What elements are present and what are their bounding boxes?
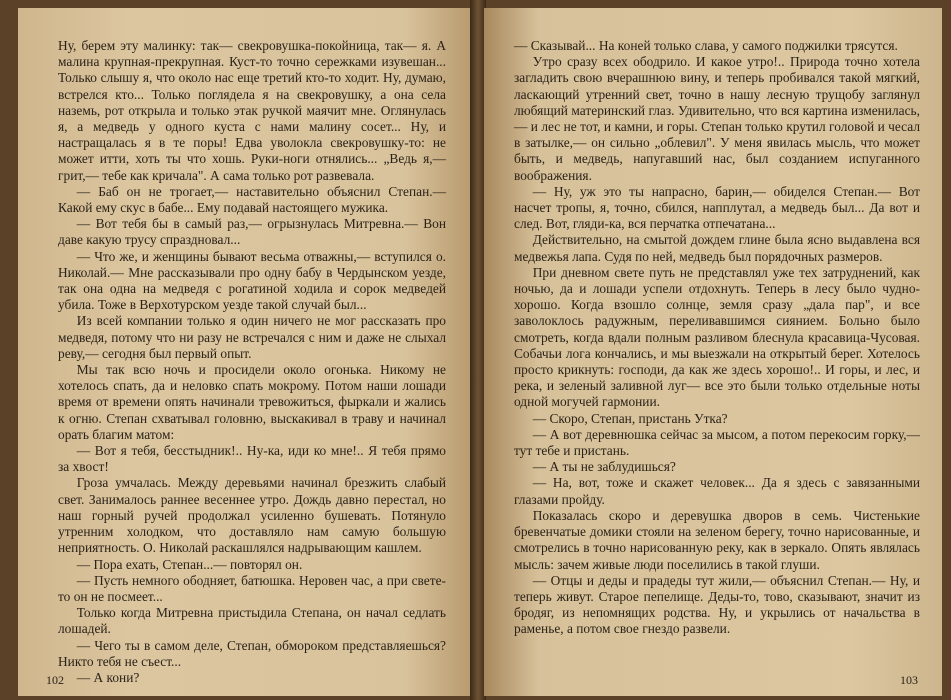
paragraph: — А ты не заблудишься? xyxy=(532,459,676,475)
paragraph: — Отцы и деды и прадеды тут жили,— объяснил Степан.— Ну, и теперь живут. Старое пепелище. Деды-то, тово, сказывают, значит из бродяг, из непомнящих родства. Ну, и укрылись от начальства в раменье, а потом свое гнездо развели. xyxy=(514,572,920,637)
left-page-text xyxy=(58,38,446,686)
page-number: 103 xyxy=(900,673,918,687)
paragraph: — Баб он не трогает,— наставительно объяснил Степан.— Какой ему скус в бабе... Ему подавай настоящего мужика. xyxy=(58,183,446,216)
paragraph: — А кони? xyxy=(76,669,140,685)
paragraph: — Чего ты в самом деле, Степан, обмороком представляешься? Никто тебя не съест... xyxy=(58,637,446,669)
paragraph: — Скоро, Степан, пристань Утка? xyxy=(532,410,728,426)
paragraph: Из всей компании только я один ничего не мог рассказать про медведя, потому что ни разу не встречался с ним и даже не слыхал реву,— сегодня был первый опыт. xyxy=(58,313,446,361)
paragraph: Только когда Митревна пристыдила Степана, он начал седлать лошадей. xyxy=(58,605,446,637)
right-page xyxy=(484,8,942,696)
paragraph: Действительно, на смытой дождем глине была ясно выдавлена вся медвежья лапа. Судя по ней, медведь был порядочных размеров. xyxy=(514,232,920,264)
paragraph: — Ну, уж это ты напрасно, барин,— обиделся Степан.— Вот насчет тропы, я, точно, сбился, напплутал, а медведь был... Да вот и след. Вот, гляди-ка, вся перчатка отпечатана... xyxy=(514,183,920,232)
paragraph: Утро сразу всех ободрило. И какое утро!.. Природа точно хотела загладить свою вчерашнюю вину, и теперь пробивался такой мягкий, ласкающий утренний свет, точно в нашу лесную трущобу заглянул любящий материнский глаз. Удивительно, что вся картина изменилась,— и лес не тот, и камни, и горы. Степан только крутил головой и чесал в затылке,— он сильно „облевил". У меня явилась мысль, что может быть, и медведь, напугавший нас, был созданием испуганного воображения. xyxy=(514,54,920,183)
paragraph: — На, вот, тоже и скажет человек... Да я здесь с завязанными глазами пройду. xyxy=(514,475,920,507)
page-number: 102 xyxy=(46,673,64,687)
paragraph: — А вот деревнюшка сейчас за мысом, а потом перекосим горку,— тут тебе и пристань. xyxy=(514,426,920,459)
paragraph: Гроза умчалась. Между деревьями начинал брезжить слабый свет. Занималось раннее весеннее утро. Дождь давно перестал, но наш горный ручей продолжал усиленно бушевать. Потянуло утренним холодком, что доставляло нам самую большую неприятность. О. Николай раскашлялся надрывающим кашлем. xyxy=(58,475,446,556)
paragraph: — Пора ехать, Степан...— повторял он. xyxy=(76,556,303,572)
paragraph: — Сказывай... На коней только слава, у самого поджилки трясутся. xyxy=(514,38,898,53)
paragraph: — Вот тебя бы в самый раз,— огрызнулась Митревна.— Вон даве какую трусу спраздновал... xyxy=(58,216,446,248)
paragraph: Ну, берем эту малинку: так— свекровушка-покойница, так— я. А малина крупная-прекрупная. Куст-то точно сережками изувешан... Только слышу я, что около нас еще третий кто-то ходит. Ну, думаю, встрелся кто... Только поглядела я на свекровушку, а она села наземь, рот открыла и только этак ручкой маячит мне. Оглянулась я, а медведь у одного куста с нами малину сосет... Ну, и настращалась я в те поры! Едва уволокла свекровушку-то: не может итти, хоть ты что хошь. Руки-ноги отнялись... „Ведь я,— грит,— тебе как кричала". А сама только рот развевала. xyxy=(58,38,446,183)
paragraph: Показалась скоро и деревушка дворов в семь. Чистенькие бревенчатые домики стояли на зеленом берегу, точно нарисованные, и смотрелись в точно нарисованную реку, как в зеркало. Опять являлась мысль: зачем живые люди поселились в такой глуши. xyxy=(514,507,920,572)
right-page-text xyxy=(514,38,920,638)
left-page xyxy=(18,8,472,696)
paragraph: При дневном свете путь не представлял уже тех затруднений, как ночью, да и лошади успели отдохнуть. Теперь в лесу было чудно-хорошо. Когда взошло солнце, земля сразу „дала пар", и все заволоклось радужным, переливавшимся сиянием. Больно было смотреть, когда вдали полным разливом блеснула красавица-Чусовая. Собачьи лога кончались, и мы выезжали на открытый берег. Хотелось просто крикнуть: господи, да как же здесь хорошо!.. И горы, и лес, и река, и зеленый заливной луг— все это были только отдельные ноты одной могучей гармонии. xyxy=(514,264,920,410)
paragraph: — Пусть немного ободняет, батюшка. Неровен час, а при свете-то он не посмеет... xyxy=(58,572,446,604)
paragraph: — Что же, и женщины бывают весьма отважны,— вступился о. Николай.— Мне рассказывали про одну бабу в Чердынском уезде, так она одна на медведя с рогатиной ходила и сорок медведей убила. Тоже в Верхотурском уезде такой случай был... xyxy=(58,248,446,313)
paragraph: Мы так всю ночь и просидели около огонька. Никому не хотелось спать, да и неловко спать мокрому. Потом наши лошади время от времени опять начинали тревожиться, фыркали и жались к огню. Степан схватывал головню, выскакивал в траву и начинал орать благим матом: xyxy=(58,362,446,442)
paragraph: — Вот я тебя, бесстыдник!.. Ну-ка, иди ко мне!.. Я тебя прямо за хвост! xyxy=(58,443,446,475)
